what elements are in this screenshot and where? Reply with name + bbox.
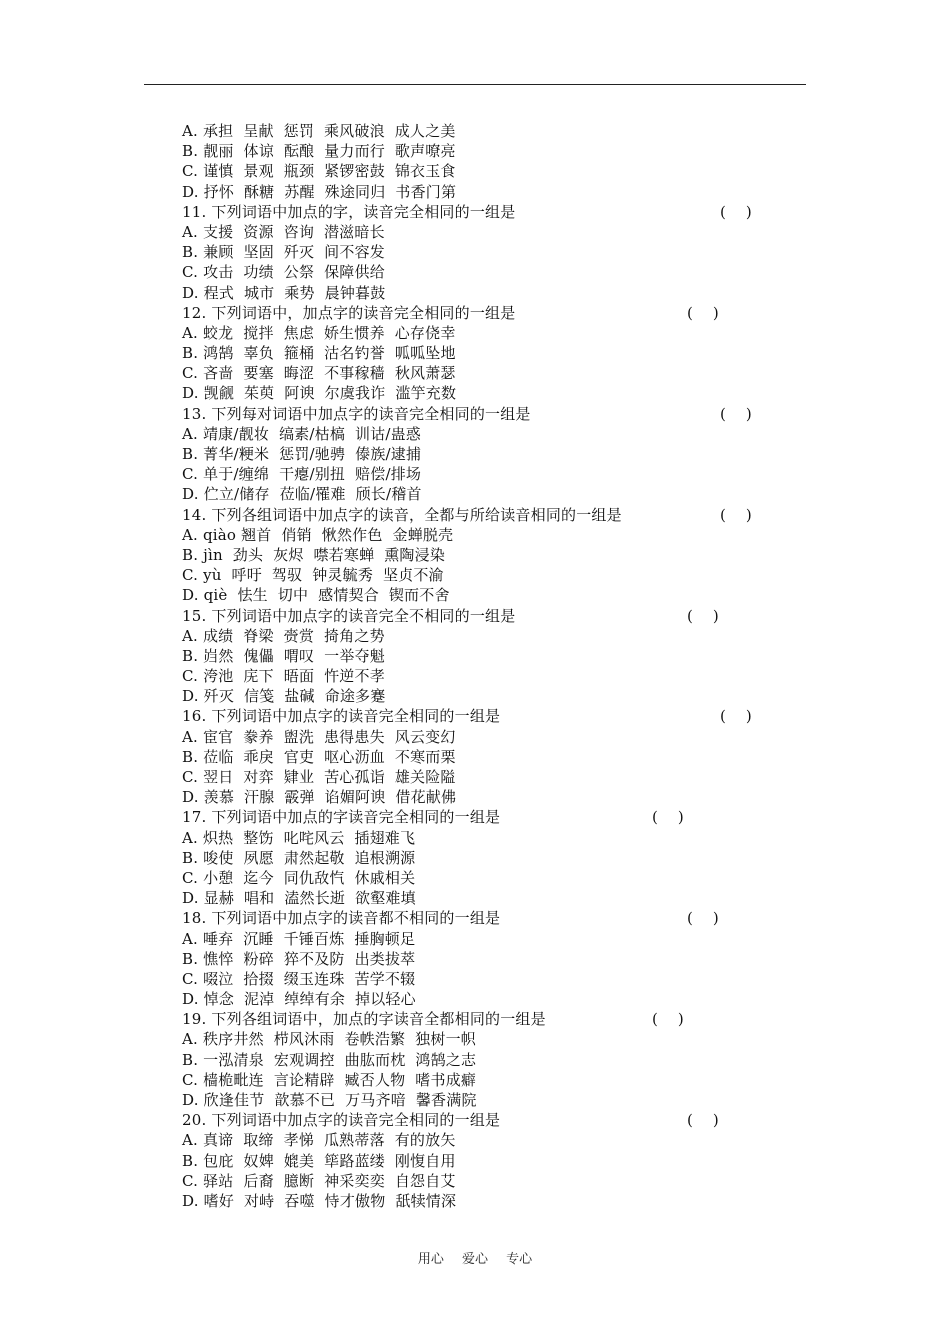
answer-option: B. 唆使 夙愿 肃然起敬 追根溯源 xyxy=(182,848,416,867)
answer-option: B. 莅临 乖戾 官吏 呕心沥血 不寒而栗 xyxy=(182,747,456,766)
answer-parentheses: ( ) xyxy=(652,1010,684,1029)
question-text: 18. 下列词语中加点字的读音都不相同的一组是 xyxy=(182,909,501,928)
answer-option: C. 单于/缠绵 干瘪/别扭 赔偿/排场 xyxy=(182,465,422,484)
answer-option: D. 伫立/储存 莅临/罹难 颀长/稽首 xyxy=(182,485,422,504)
answer-option: B. 憔悴 粉碎 猝不及防 出类拔萃 xyxy=(182,949,416,968)
answer-option: B. 一泓清泉 宏观调控 曲肱而枕 鸿鹄之志 xyxy=(182,1050,477,1069)
answer-option: C. yù 呼吁 驾驭 钟灵毓秀 坚贞不渝 xyxy=(182,566,444,585)
answer-option: D. qiè 怯生 切中 感情契合 锲而不舍 xyxy=(182,586,450,605)
answer-option: C. 翌日 对弈 肄业 苦心孤诣 雄关险隘 xyxy=(182,768,456,786)
answer-parentheses: ( ) xyxy=(687,909,719,928)
answer-option: D. 抒怀 酥糖 苏醒 殊途同归 书香门第 xyxy=(182,182,457,201)
answer-option: C. 樯桅毗连 言论精辟 臧否人物 嗜书成癖 xyxy=(182,1070,477,1089)
answer-option: A. 炽热 整饬 叱咤风云 插翅难飞 xyxy=(182,828,416,847)
answer-option: C. 谨慎 景观 瓶颈 紧锣密鼓 锦衣玉食 xyxy=(182,162,456,181)
answer-option: B. 包庇 奴婢 媲美 筚路蓝缕 刚愎自用 xyxy=(182,1151,456,1170)
question-stem xyxy=(182,706,782,726)
answer-option: B. 菁华/粳米 惩罚/驰骋 傣族/逮捕 xyxy=(182,445,422,463)
answer-option: D. 悼念 泥淖 绰绰有余 掉以轻心 xyxy=(182,990,416,1009)
question-stem xyxy=(182,303,782,323)
answer-option: A. 靖康/靓妆 缟素/枯槁 训诂/蛊惑 xyxy=(182,424,422,443)
question-stem xyxy=(182,1110,782,1130)
answer-option: D. 羡慕 汗腺 霰弹 谄媚阿谀 借花献佛 xyxy=(182,788,457,807)
answer-option: D. 歼灭 信笺 盐碱 命途多蹇 xyxy=(182,687,386,706)
answer-option: C. 小憩 迄今 同仇敌忾 休戚相关 xyxy=(182,868,416,887)
question-text: 16. 下列词语中加点字的读音完全相同的一组是 xyxy=(182,707,501,726)
answer-option: A. qiào 翘首 俏销 愀然作色 金蝉脱壳 xyxy=(182,525,454,544)
page-footer: 用心 爱心 专心 xyxy=(417,1252,533,1267)
question-stem xyxy=(182,404,782,424)
answer-option: B. jìn 劲头 灰烬 噤若寒蝉 熏陶浸染 xyxy=(182,545,446,564)
answer-option: C. 吝啬 要塞 晦涩 不事稼穑 秋风萧瑟 xyxy=(182,364,456,383)
answer-parentheses: ( ) xyxy=(652,808,684,827)
answer-parentheses: ( ) xyxy=(720,505,752,524)
question-text: 19. 下列各组词语中，加点的字读音全都相同的一组是 xyxy=(182,1010,546,1029)
answer-option: D. 显赫 唱和 溘然长逝 欲壑难填 xyxy=(182,889,416,908)
answer-option: B. 岿然 傀儡 喟叹 一举夺魁 xyxy=(182,646,385,665)
answer-option: C. 洿池 庑下 晤面 忤逆不孝 xyxy=(182,667,385,686)
answer-option: A. 宦官 豢养 盥洗 患得患失 风云变幻 xyxy=(182,727,456,746)
question-stem xyxy=(182,202,782,222)
question-text: 13. 下列每对词语中加点字的读音完全相同的一组是 xyxy=(182,404,531,423)
question-text: 20. 下列词语中加点字的读音完全相同的一组是 xyxy=(182,1111,501,1130)
answer-option: D. 觊觎 茱萸 阿谀 尔虞我诈 滥竽充数 xyxy=(182,384,457,403)
answer-parentheses: ( ) xyxy=(720,202,752,221)
answer-option: A. 真谛 取缔 孝悌 瓜熟蒂落 有的放矢 xyxy=(182,1131,456,1150)
question-stem xyxy=(182,606,782,626)
answer-option: A. 唾弃 沉睡 千锤百炼 捶胸顿足 xyxy=(182,929,416,948)
question-stem xyxy=(182,1009,782,1029)
answer-option: C. 驿站 后裔 臆断 神采奕奕 自怨自艾 xyxy=(182,1171,456,1190)
answer-option: B. 鸿鹄 辜负 箍桶 沽名钓誉 呱呱坠地 xyxy=(182,344,456,363)
question-text: 14. 下列各组词语中加点字的读音，全都与所给读音相同的一组是 xyxy=(182,505,622,524)
answer-option: A. 蛟龙 搅拌 焦虑 娇生惯养 心存侥幸 xyxy=(182,323,456,342)
answer-option: D. 嗜好 对峙 吞噬 恃才傲物 舐犊情深 xyxy=(182,1191,457,1210)
answer-option: A. 成绩 脊梁 赍赏 掎角之势 xyxy=(182,626,385,645)
answer-parentheses: ( ) xyxy=(720,404,752,423)
question-stem xyxy=(182,807,782,827)
question-text: 12. 下列词语中，加点字的读音完全相同的一组是 xyxy=(182,303,516,322)
answer-parentheses: ( ) xyxy=(687,606,719,625)
answer-option: D. 欣逢佳节 歆慕不已 万马齐喑 馨香满院 xyxy=(182,1091,477,1109)
answer-parentheses: ( ) xyxy=(687,1111,719,1130)
answer-option: C. 攻击 功绩 公祭 保障供给 xyxy=(182,263,385,282)
question-text: 15. 下列词语中加点字的读音完全不相同的一组是 xyxy=(182,606,516,625)
answer-parentheses: ( ) xyxy=(720,707,752,726)
question-stem xyxy=(182,908,782,928)
question-list xyxy=(182,121,782,1211)
answer-parentheses: ( ) xyxy=(687,303,719,322)
answer-option: C. 啜泣 拾掇 缀玉连珠 苦学不辍 xyxy=(182,969,416,988)
answer-option: A. 承担 呈献 惩罚 乘风破浪 成人之美 xyxy=(182,122,456,140)
question-text: 17. 下列词语中加点的字读音完全相同的一组是 xyxy=(182,808,501,827)
answer-option: B. 兼顾 坚固 歼灭 间不容发 xyxy=(182,243,385,262)
question-text: 11. 下列词语中加点的字，读音完全相同的一组是 xyxy=(182,202,516,221)
header-rule xyxy=(144,84,806,85)
question-stem xyxy=(182,505,782,525)
answer-option: A. 秩序井然 栉风沐雨 卷帙浩繁 独树一帜 xyxy=(182,1030,476,1049)
answer-option: B. 靓丽 体谅 酝酿 量力而行 歌声嘹亮 xyxy=(182,142,456,161)
answer-option: D. 程式 城市 乘势 晨钟暮鼓 xyxy=(182,283,386,302)
answer-option: A. 支援 资源 咨询 潜滋暗长 xyxy=(182,222,385,241)
